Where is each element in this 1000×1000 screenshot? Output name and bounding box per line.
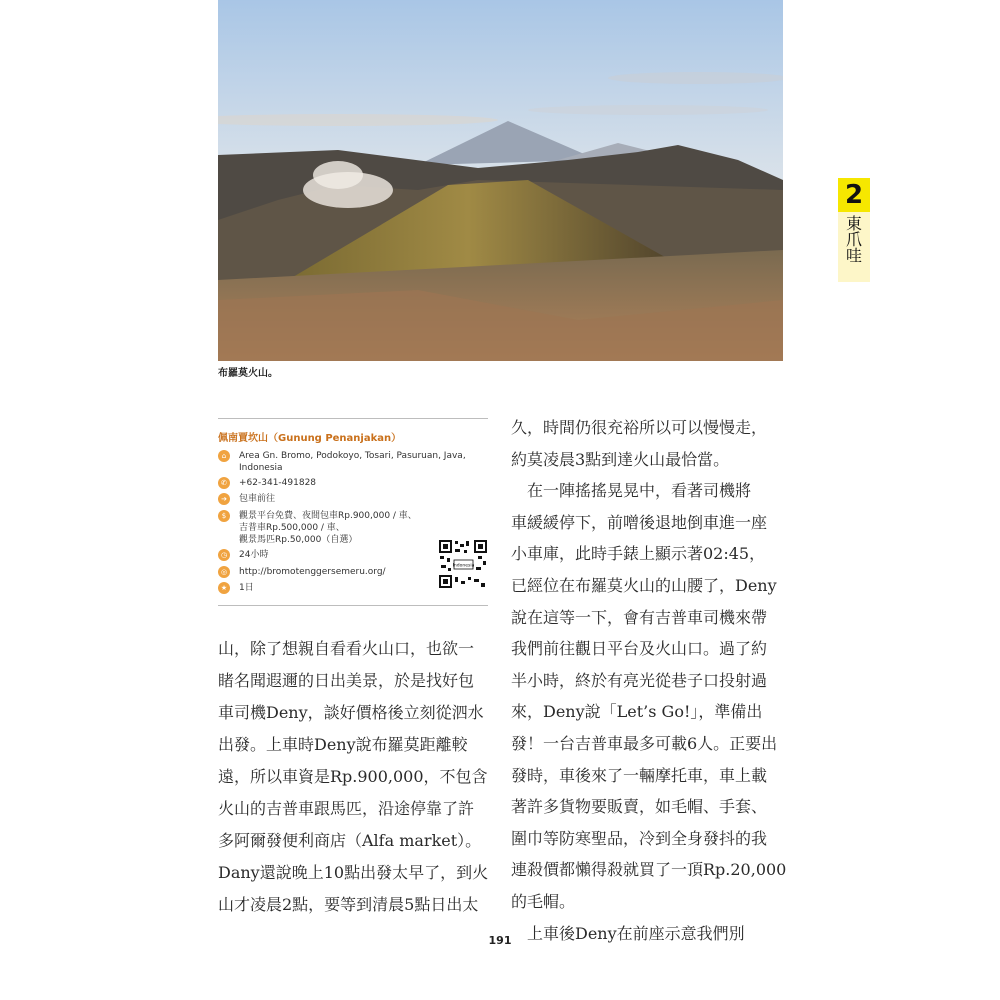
text-line: 著許多貨物要販賣，如毛帽、手套、: [511, 797, 768, 817]
text-line: 山才凌晨2點，要等到清晨5點日出太: [218, 895, 479, 914]
info-website-link[interactable]: http://bromotenggersemeru.org/: [239, 567, 386, 577]
text-line: 出發。上車時Deny說布羅莫距離較: [218, 735, 468, 754]
info-transport: 包車前往: [239, 494, 276, 504]
text-line: 圍巾等防寒聖品，冷到全身發抖的我: [511, 828, 768, 848]
clock-icon: ◷: [218, 549, 230, 561]
chapter-title: [838, 216, 870, 264]
body-text-left: [218, 633, 488, 921]
text-line: 發！一台吉普車最多可載6人。正要出: [511, 733, 778, 753]
info-hours: 24小時: [239, 550, 269, 560]
text-line: 連殺價都懶得殺就買了一頂Rp.20,000: [511, 860, 787, 880]
duration-icon: ★: [218, 582, 230, 594]
info-price-line: 吉普車Rp.500,000 / 車、: [239, 523, 345, 533]
info-price-line: 觀景馬匹Rp.50,000（自選）: [239, 535, 358, 545]
text-line: 睹名聞遐邇的日出美景，於是找好包: [218, 671, 475, 690]
chapter-title-char: 東: [845, 214, 862, 233]
bromo-volcano-photo: [218, 0, 783, 361]
text-line: 車司機Deny，談好價格後立刻從泗水: [218, 703, 484, 722]
text-line: 小車庫，此時手錶上顯示著02:45，: [511, 544, 766, 564]
text-line: 多阿爾發便利商店（Alfa market）。: [218, 831, 482, 850]
text-line: 遠，所以車資是Rp.900,000，不包含: [218, 767, 488, 786]
text-line: 車緩緩停下，前噌後退地倒車進一座: [511, 512, 768, 532]
address-icon: ⌂: [218, 450, 230, 462]
text-line: 發時，車後來了一輛摩托車，車上載: [511, 765, 768, 785]
text-line: 來，Deny說「Let’s Go!」，準備出: [511, 702, 763, 722]
info-duration: 1日: [239, 583, 254, 593]
qr-label: Indonesia: [452, 563, 475, 569]
page-number: 191: [488, 934, 512, 947]
info-price-line: 觀景平台免費、夜間包車Rp.900,000 / 車、: [239, 511, 417, 521]
text-line: 已經位在布羅莫火山的山腰了，Deny: [511, 575, 777, 595]
text-line: Dany還說晚上10點出發太早了，到火: [218, 863, 489, 882]
chapter-title-char: 哇: [845, 246, 862, 265]
text-line: 上車後Deny在前座示意我們別: [511, 923, 745, 943]
chapter-number: 2: [838, 178, 870, 212]
price-icon: $: [218, 510, 230, 522]
text-line: 山，除了想親自看看火山口，也欲一: [218, 639, 475, 658]
qr-code[interactable]: [438, 539, 488, 589]
text-line: 半小時，終於有亮光從巷子口投射過: [511, 670, 768, 690]
text-line: 約莫凌晨3點到達火山最恰當。: [511, 449, 730, 469]
text-line: 說在這等一下，會有吉普車司機來帶: [511, 607, 768, 627]
body-text-right: [511, 412, 787, 949]
chapter-tab: [838, 178, 870, 282]
info-address-line: Area Gn. Bromo, Podokoyo, Tosari, Pasuruan, Java,: [239, 451, 466, 461]
info-box: [218, 418, 488, 606]
info-title: 佩南賈坎山（Gunung Penanjakan）: [218, 433, 402, 444]
info-address-line: Indonesia: [239, 463, 283, 473]
text-line: 火山的吉普車跟馬匹，沿途停靠了許: [218, 799, 475, 818]
web-icon: ◎: [218, 566, 230, 578]
text-line: 的毛帽。: [511, 891, 576, 911]
phone-icon: ✆: [218, 477, 230, 489]
text-line: 我們前往觀日平台及火山口。過了約: [511, 639, 768, 659]
chapter-title-char: 爪: [845, 230, 862, 249]
text-line: 在一陣搖搖晃晃中，看著司機將: [511, 481, 752, 501]
info-phone: +62-341-491828: [239, 478, 317, 488]
text-line: 久，時間仍很充裕所以可以慢慢走，: [511, 418, 768, 437]
photo-caption: 布羅莫火山。: [218, 368, 278, 379]
transport-icon: ➔: [218, 493, 230, 505]
